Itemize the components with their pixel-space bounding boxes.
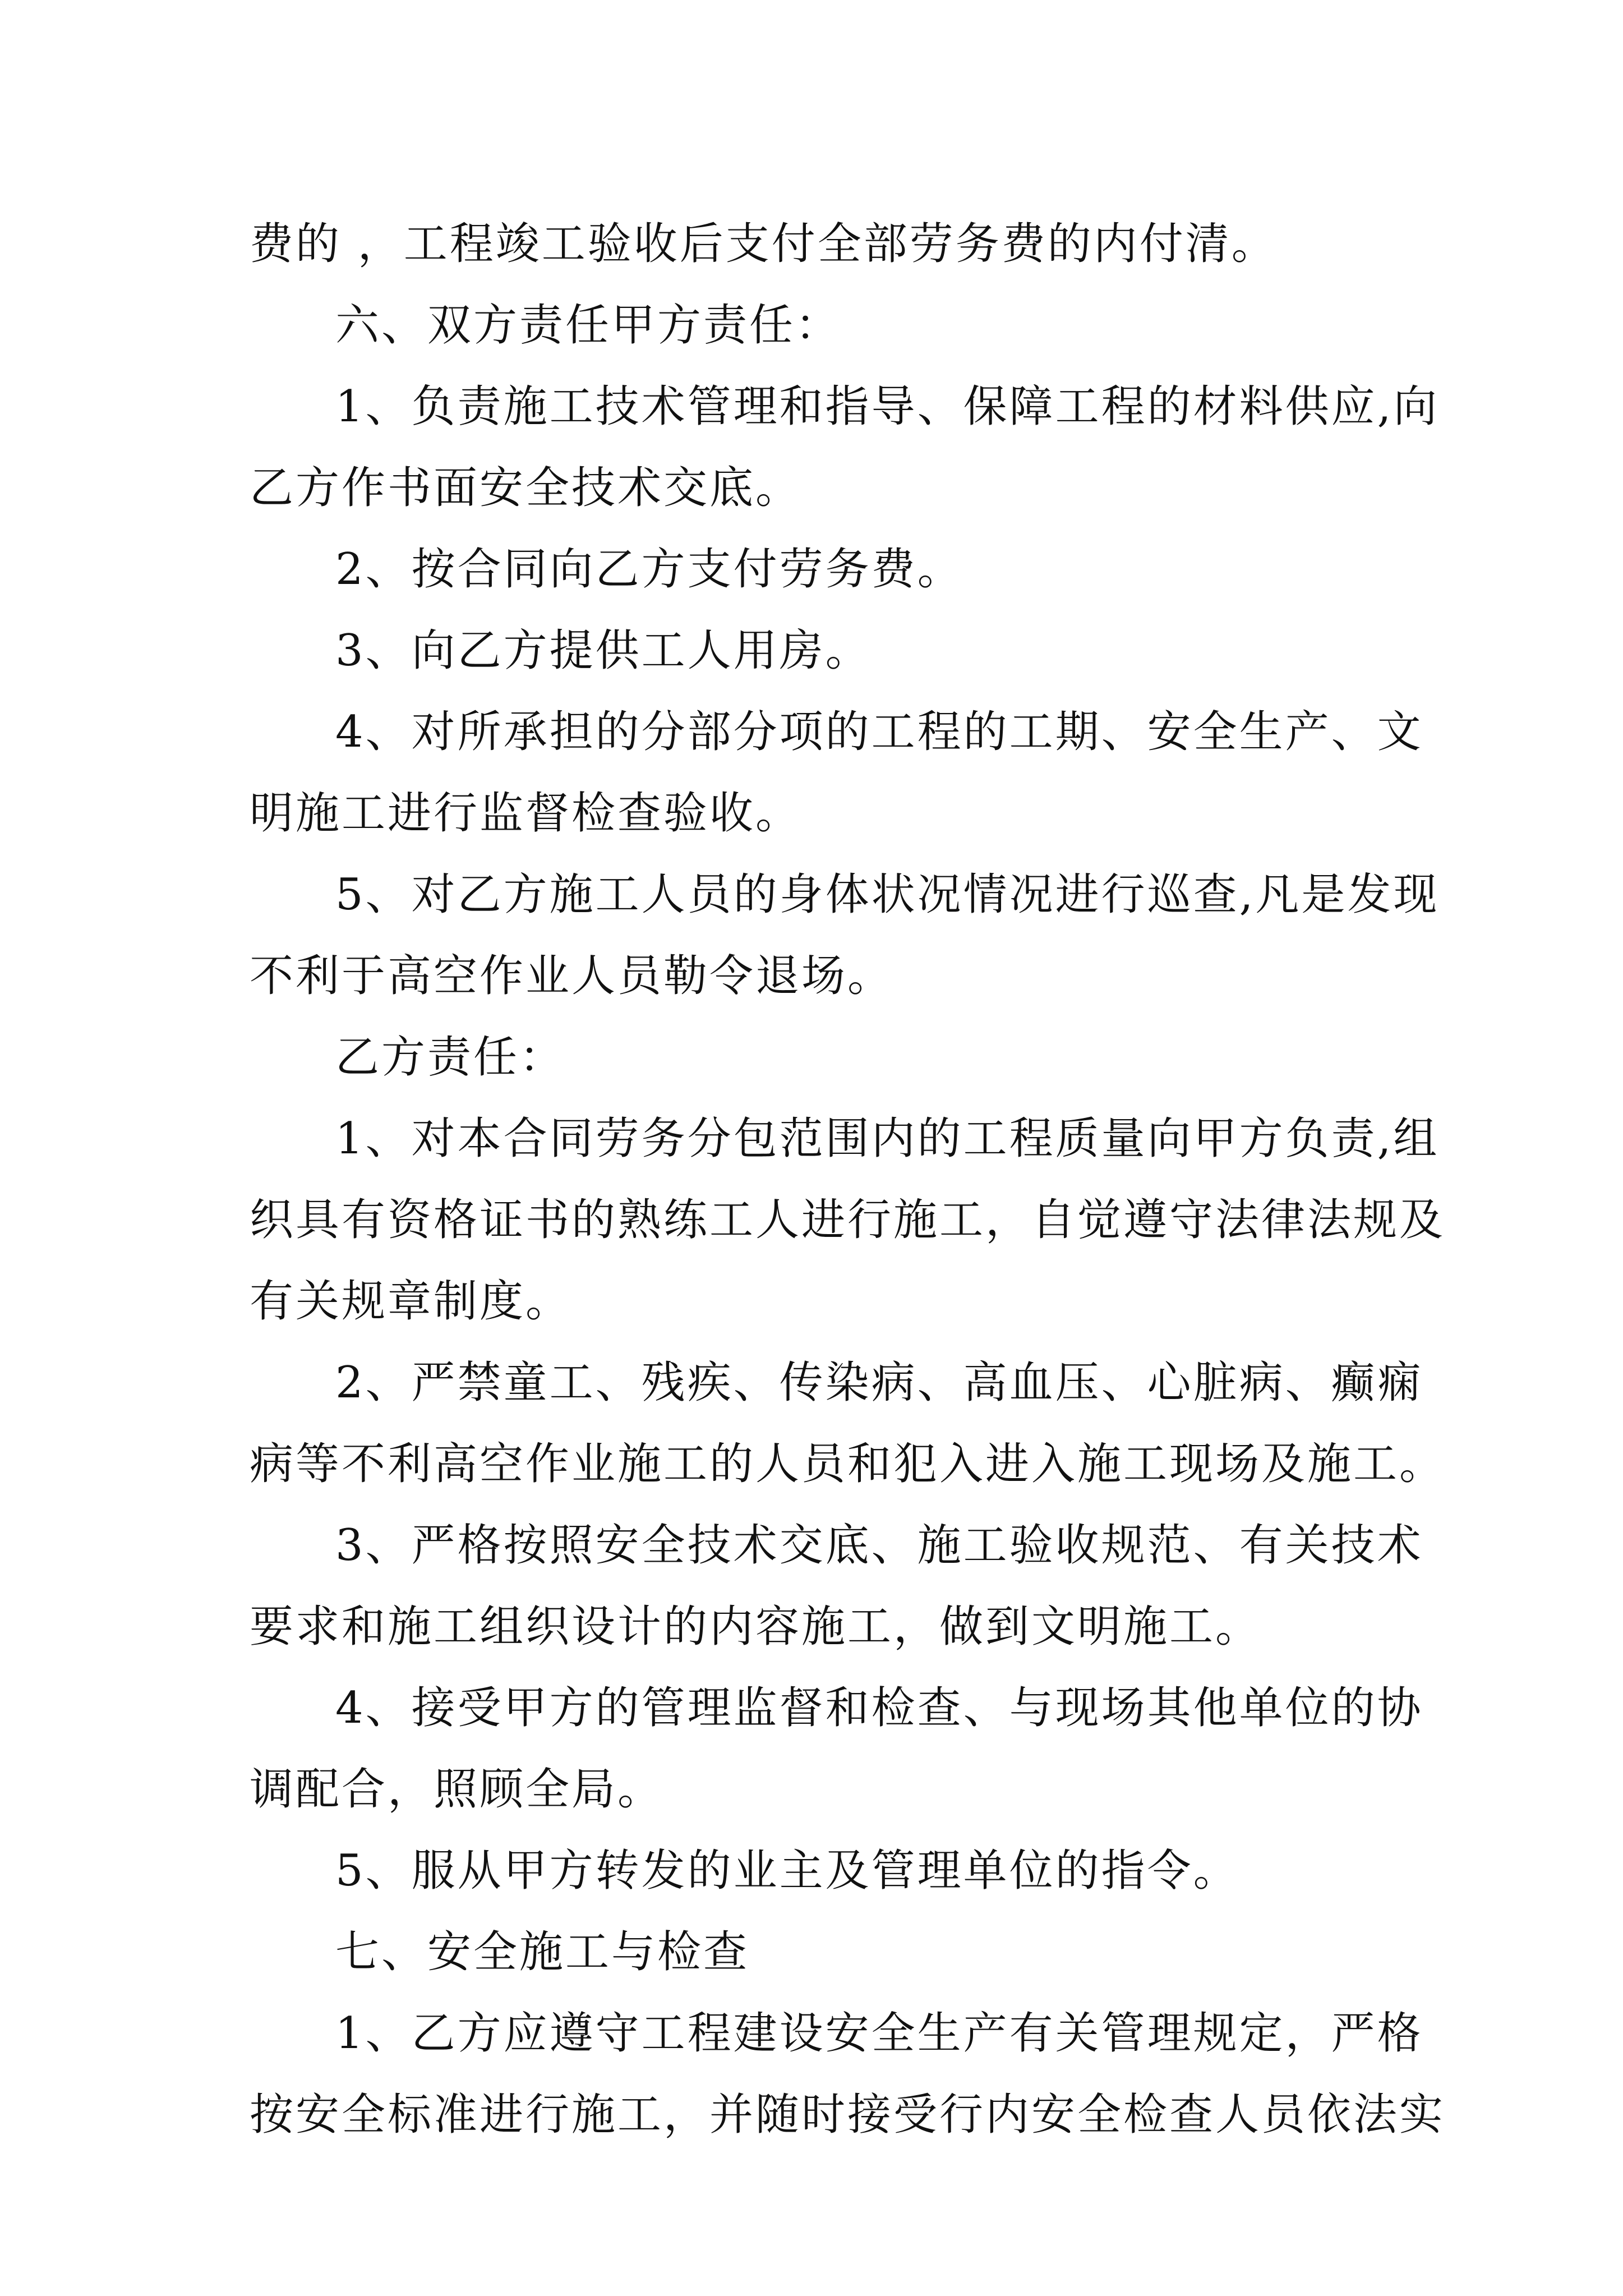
text-line: 按安全标准进行施工，并随时接受行内安全检查人员依法实 — [250, 2090, 1446, 2140]
text-line: 明施工进行监督检查验收。 — [250, 788, 802, 839]
text-line: 5、对乙方施工人员的身体状况情况进行巡查,凡是发现 — [335, 869, 1440, 920]
text-line: 织具有资格证书的熟练工人进行施工，自觉遵守法律法规及 — [250, 1195, 1446, 1245]
text-line: 不利于高空作业人员勒令退场。 — [250, 951, 894, 1001]
text-line: 乙方责任： — [335, 1032, 566, 1083]
text-line: 1、对本合同劳务分包范围内的工程质量向甲方负责,组 — [335, 1114, 1440, 1164]
text-line: 费的 ，工程竣工验收后支付全部劳务费的内付清。 — [250, 219, 1278, 269]
text-line: 调配合，照顾全局。 — [250, 1764, 664, 1815]
text-line: 5、服从甲方转发的业主及管理单位的指令。 — [335, 1846, 1239, 1896]
text-line: 2、按合同向乙方支付劳务费。 — [335, 544, 963, 595]
text-line: 有关规章制度。 — [250, 1276, 572, 1327]
text-line: 七、安全施工与检查 — [335, 1927, 750, 1977]
text-line: 1、乙方应遵守工程建设安全生产有关管理规定，严格 — [335, 2008, 1423, 2059]
text-line: 4、接受甲方的管理监督和检查、与现场其他单位的协 — [335, 1683, 1423, 1733]
text-line: 要求和施工组织设计的内容施工，做到文明施工。 — [250, 1602, 1262, 1652]
text-line: 3、向乙方提供工人用房。 — [335, 625, 872, 676]
text-line: 4、对所承担的分部分项的工程的工期、安全生产、文 — [335, 707, 1423, 757]
text-line: 乙方作书面安全技术交底。 — [250, 463, 802, 513]
text-line: 2、严禁童工、残疾、传染病、高血压、心脏病、癫痫 — [335, 1358, 1423, 1408]
text-line: 3、严格按照安全技术交底、施工验收规范、有关技术 — [335, 1520, 1423, 1571]
text-line: 1、负责施工技术管理和指导、保障工程的材料供应,向 — [335, 381, 1440, 432]
text-line: 病等不利高空作业施工的人员和犯入进入施工现场及施工。 — [250, 1439, 1446, 1489]
text-line: 六、双方责任甲方责任： — [335, 300, 842, 351]
